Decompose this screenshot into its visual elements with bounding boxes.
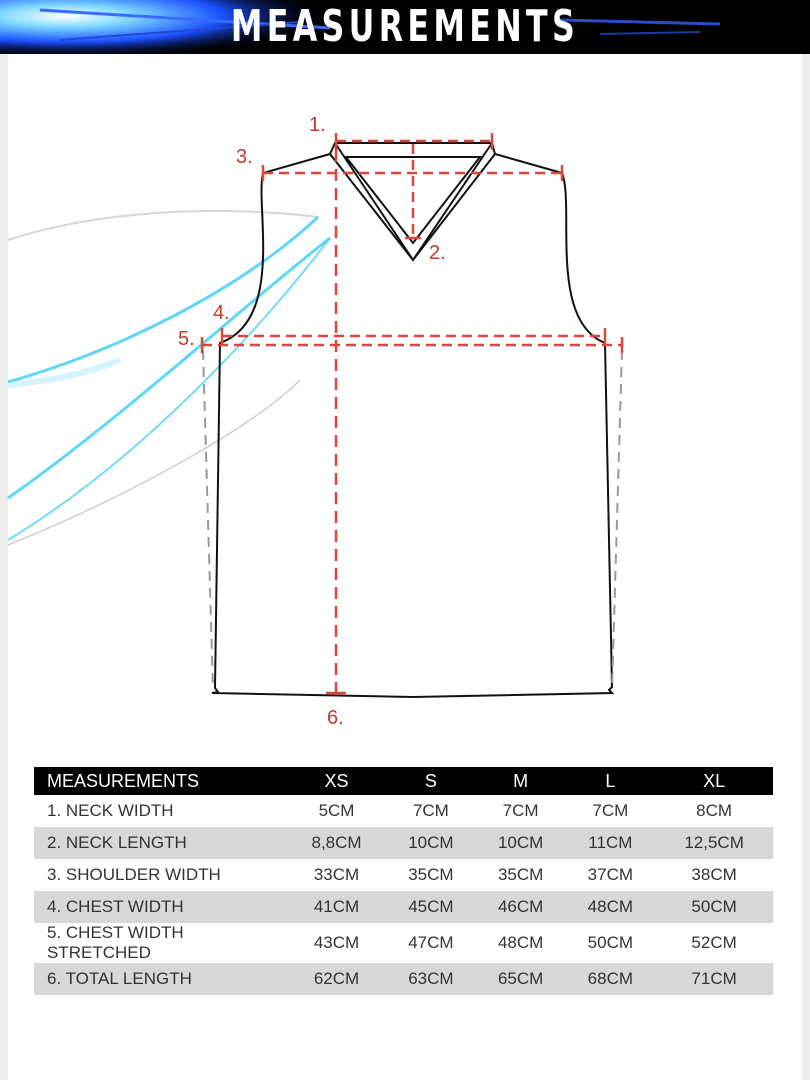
- stretch-lines: [203, 350, 622, 690]
- row-label: 1. NECK WIDTH: [47, 801, 174, 820]
- table-cell: 68CM: [565, 963, 655, 995]
- label-chest-width-number: 4.: [213, 302, 230, 324]
- label-chest-stretched-number: 5.: [178, 328, 195, 350]
- table-cell: 11CM: [565, 827, 655, 859]
- table-cell: 43CM: [313, 933, 360, 952]
- table-header-row: [34, 767, 773, 795]
- column-header: MEASUREMENTS: [34, 767, 287, 795]
- column-header: XL: [655, 767, 773, 795]
- table-cell: 52CM: [691, 933, 737, 952]
- table-cell: 35CM: [408, 865, 454, 884]
- row-label: 4. CHEST WIDTH: [34, 891, 287, 923]
- glow-swoosh-decoration: [8, 211, 330, 545]
- table-cell: 10CM: [386, 827, 476, 859]
- table-cell: 7CM: [592, 801, 629, 820]
- jersey-diagram: [0, 54, 810, 754]
- table-cell: 7CM: [412, 801, 449, 820]
- table-cell: 50CM: [655, 891, 773, 923]
- header-banner: [0, 0, 810, 54]
- table-row: [34, 795, 773, 827]
- page-title: MEASUREMENTS: [230, 1, 580, 52]
- table-cell: 8,8CM: [287, 827, 386, 859]
- table-cell: 7CM: [502, 801, 539, 820]
- row-label: 5. CHEST WIDTH STRETCHED: [47, 923, 184, 962]
- table-cell: 5CM: [318, 801, 355, 820]
- table-cell: 38CM: [691, 865, 737, 884]
- label-total-length-number: 6.: [327, 707, 344, 729]
- table-cell: 48CM: [565, 891, 655, 923]
- table-cell: 50CM: [587, 933, 634, 952]
- table-cell: 71CM: [655, 963, 773, 995]
- column-header: L: [565, 767, 655, 795]
- row-label: 2. NECK LENGTH: [34, 827, 287, 859]
- row-label: 6. TOTAL LENGTH: [34, 963, 287, 995]
- label-shoulder-width-number: 3.: [236, 146, 253, 168]
- table-cell: 12,5CM: [655, 827, 773, 859]
- table-cell: 35CM: [497, 865, 544, 884]
- table-cell: 41CM: [287, 891, 386, 923]
- table-cell: 45CM: [386, 891, 476, 923]
- table-row: [34, 827, 773, 859]
- column-header: M: [476, 767, 566, 795]
- column-header: XS: [287, 767, 386, 795]
- table-cell: 65CM: [476, 963, 566, 995]
- label-neck-length-number: 2.: [429, 242, 446, 264]
- table-row: [34, 859, 773, 891]
- table-cell: 33CM: [313, 865, 360, 884]
- table-cell: 8CM: [696, 801, 733, 820]
- table-row: [34, 963, 773, 995]
- table-cell: 48CM: [497, 933, 544, 952]
- table-cell: 10CM: [476, 827, 566, 859]
- dimension-lines: [202, 133, 622, 693]
- column-header: S: [386, 767, 476, 795]
- table-cell: 62CM: [287, 963, 386, 995]
- size-table: [34, 767, 773, 995]
- table-cell: 37CM: [587, 865, 634, 884]
- label-neck-width-number: 1.: [309, 114, 326, 136]
- table-row: [34, 923, 773, 963]
- table-row: [34, 891, 773, 923]
- row-label: 3. SHOULDER WIDTH: [47, 865, 221, 884]
- table-cell: 47CM: [408, 933, 454, 952]
- table-cell: 46CM: [476, 891, 566, 923]
- table-cell: 63CM: [386, 963, 476, 995]
